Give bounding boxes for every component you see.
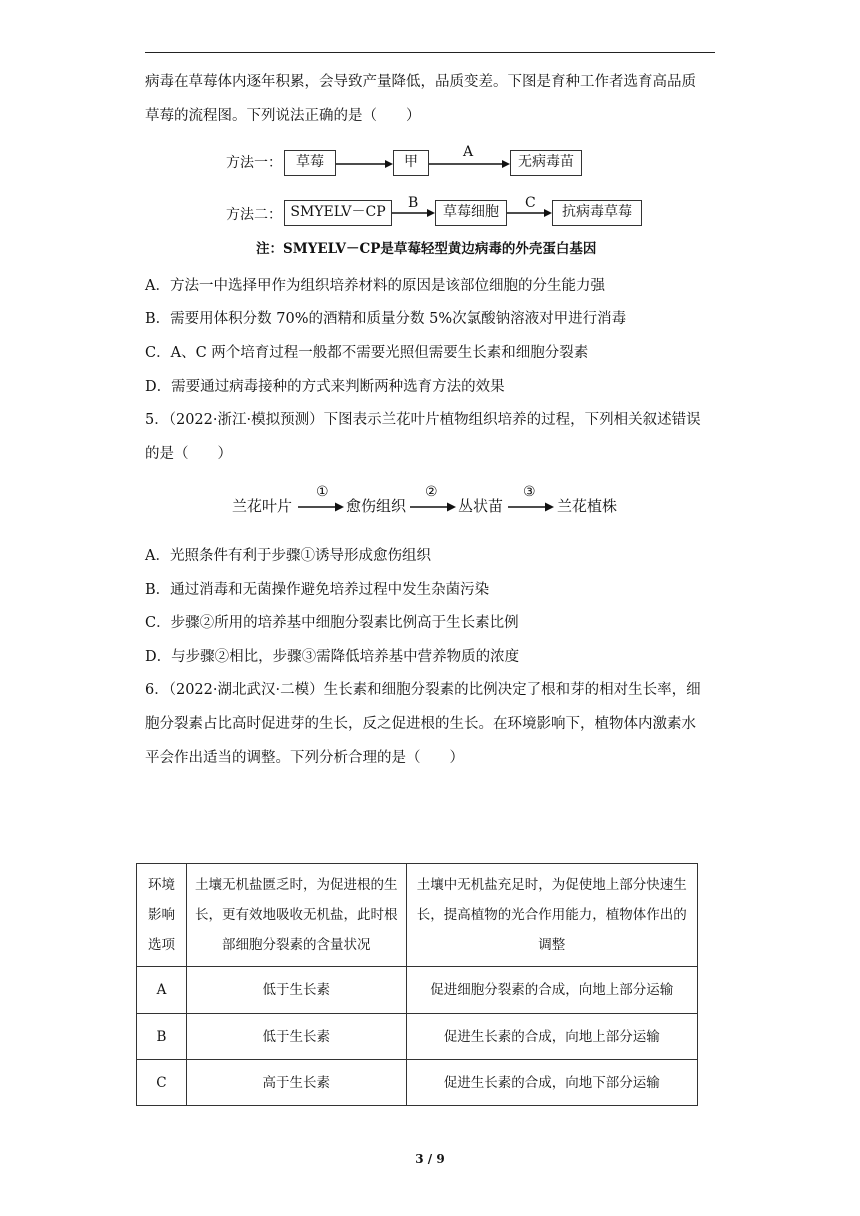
table-row xyxy=(137,1014,698,1060)
method1-box-strawberry: 草莓 xyxy=(284,150,336,176)
flow-plant: 兰花植株 xyxy=(557,497,618,515)
flow-step-3: ③ xyxy=(523,484,536,500)
q6-stem-line1: 6．（2022·湖北武汉·二模）生长素和细胞分裂素的比例决定了根和芽的相对生长率，细 xyxy=(145,682,701,698)
options-table xyxy=(136,863,698,1106)
flow-cluster-seedling: 丛状苗 xyxy=(458,497,504,515)
table-row xyxy=(137,967,698,1014)
method1-label: 方法一： xyxy=(226,155,282,171)
flow-arrow-1 xyxy=(298,505,344,509)
q4-option-B: B．需要用体积分数 70%的酒精和质量分数 5%次氯酸钠溶液对甲进行消毒 xyxy=(145,311,627,327)
flow-arrow-2 xyxy=(410,505,456,509)
method1-arrow-1 xyxy=(336,162,393,166)
method2-box-resistant: 抗病毒草莓 xyxy=(552,200,642,226)
flow-step-1: ① xyxy=(316,484,329,500)
q4-option-D: D．需要通过病毒接种的方式来判断两种选育方法的效果 xyxy=(145,379,505,395)
q4-option-A: A．方法一中选择甲作为组织培养材料的原因是该部位细胞的分生能力强 xyxy=(145,278,605,294)
flow-step-2: ② xyxy=(425,484,438,500)
q5-option-C: C．步骤②所用的培养基中细胞分裂素比例高于生长素比例 xyxy=(145,615,519,631)
table-cell: 促进细胞分裂素的合成，向地上部分运输 xyxy=(406,967,697,1014)
method1-box-jia: 甲 xyxy=(393,150,429,176)
method2-box-cell: 草莓细胞 xyxy=(435,200,507,226)
q4-stem-line1: 病毒在草莓体内逐年积累，会导致产量降低，品质变差。下图是育种工作者选育高品质 xyxy=(145,74,696,90)
q5-option-D: D．与步骤②相比，步骤③需降低培养基中营养物质的浓度 xyxy=(145,649,520,665)
diagram-note: 注：SMYELV－CP是草莓轻型黄边病毒的外壳蛋白基因 xyxy=(256,241,597,257)
method1-arrow-label-A: A xyxy=(463,144,474,160)
table-header-rich-soil: 土壤中无机盐充足时，为促使地上部分快速生长，提高植物的光合作用能力，植物体作出的调整 xyxy=(406,864,697,967)
flow-leaf: 兰花叶片 xyxy=(232,497,293,515)
table-header-option: 环境影响选项 xyxy=(137,864,187,967)
table-cell: 促进生长素的合成，向地上部分运输 xyxy=(406,1014,697,1060)
table-cell: 促进生长素的合成，向地下部分运输 xyxy=(406,1060,697,1106)
flow-callus: 愈伤组织 xyxy=(346,497,407,515)
method2-label: 方法二： xyxy=(226,207,282,223)
q5-option-B: B．通过消毒和无菌操作避免培养过程中发生杂菌污染 xyxy=(145,582,490,598)
flow-arrow-3 xyxy=(508,505,554,509)
table-cell: B xyxy=(137,1014,187,1060)
method2-arrow-label-C: C xyxy=(525,195,536,211)
table-row xyxy=(137,1060,698,1106)
method2-arrow-1 xyxy=(392,211,435,215)
table-cell: A xyxy=(137,967,187,1014)
q6-stem-line2: 胞分裂素占比高时促进芽的生长，反之促进根的生长。在环境影响下，植物体内激素水 xyxy=(145,716,696,732)
q4-option-C: C．A、C 两个培育过程一般都不需要光照但需要生长素和细胞分裂素 xyxy=(145,345,589,361)
method1-arrow-2 xyxy=(429,162,510,166)
page-number: 3 / 9 xyxy=(415,1152,445,1166)
q4-stem-line2: 草莓的流程图。下列说法正确的是（ ） xyxy=(145,108,421,124)
table-cell: C xyxy=(137,1060,187,1106)
q6-stem-line3: 平会作出适当的调整。下列分析合理的是（ ） xyxy=(145,750,464,766)
method2-arrow-label-B: B xyxy=(408,195,419,211)
table-header-poor-soil: 土壤无机盐匮乏时，为促进根的生长，更有效地吸收无机盐，此时根部细胞分裂素的含量状况 xyxy=(186,864,406,967)
q5-option-A: A．光照条件有利于步骤①诱导形成愈伤组织 xyxy=(145,548,431,564)
q5-stem-line1: 5．（2022·浙江·模拟预测）下图表示兰花叶片植物组织培养的过程，下列相关叙述错误 xyxy=(145,412,701,428)
table-cell: 低于生长素 xyxy=(186,967,406,1014)
table-header-row xyxy=(137,864,698,967)
table-cell: 高于生长素 xyxy=(186,1060,406,1106)
q5-stem-line2: 的是（ ） xyxy=(145,446,232,462)
method2-arrow-2 xyxy=(507,211,552,215)
method1-box-virusfree: 无病毒苗 xyxy=(510,150,582,176)
method2-box-gene: SMYELV－CP xyxy=(284,200,392,226)
header-rule xyxy=(145,52,715,53)
table-cell: 低于生长素 xyxy=(186,1014,406,1060)
